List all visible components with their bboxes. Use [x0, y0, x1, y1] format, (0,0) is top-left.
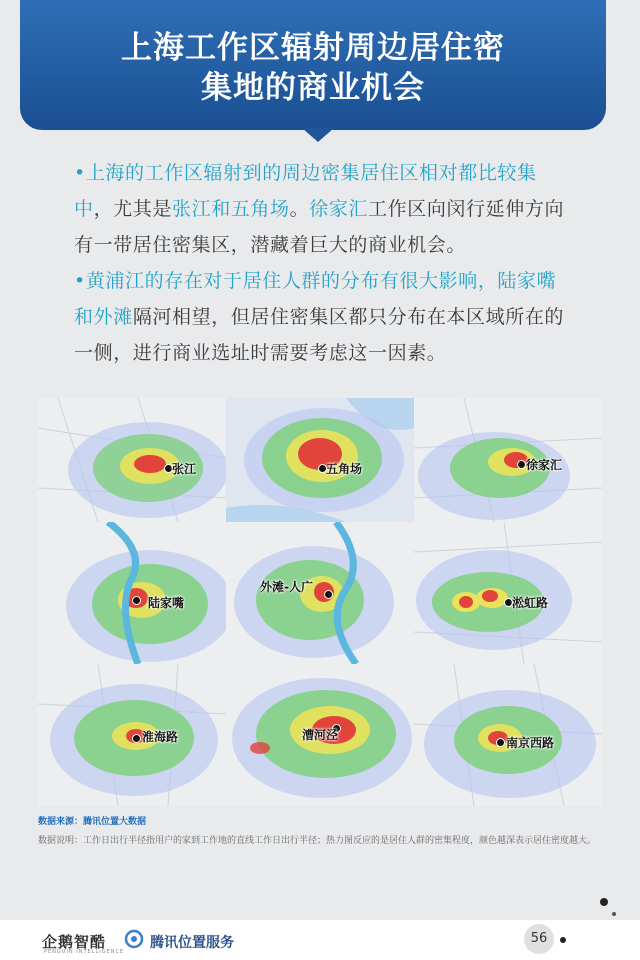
map-tile-nanjingxilu — [414, 664, 602, 806]
map-tile-lujiazui — [38, 522, 226, 664]
penguin-intelligence-logo: 企鹅智酷 — [42, 933, 107, 951]
heatmap-image — [38, 398, 226, 522]
map-label: 淮海路 — [142, 730, 179, 744]
heatmap-image — [38, 522, 226, 664]
map-tile-caohejing — [226, 664, 414, 806]
banner-pointer — [302, 128, 334, 142]
tencent-location-service: 腾讯位置服务 — [150, 935, 234, 951]
heatmap-grid — [38, 398, 602, 806]
location-pin — [517, 460, 526, 469]
map-label: 陆家嘴 — [148, 596, 185, 610]
location-pin — [496, 738, 505, 747]
location-pin — [324, 590, 333, 599]
map-tile-huaihailu — [38, 664, 226, 806]
penguin-intelligence-subtitle: PENGUIN INTELLIGENCE — [44, 949, 125, 955]
map-label: 徐家汇 — [526, 458, 563, 472]
title-line-1: 上海工作区辐射周边居住密 — [121, 30, 505, 66]
p1-highlight-c: 张江和五角场 — [172, 198, 290, 220]
map-label: 漕河泾 — [302, 728, 339, 742]
heatmap-image — [414, 398, 602, 522]
map-label: 南京西路 — [506, 736, 555, 750]
map-label: 淞虹路 — [512, 596, 549, 610]
heatmap-image — [226, 398, 414, 522]
map-tile-wujiaochang — [226, 398, 414, 522]
p1-text-f: 工作区向闵行延伸方向有一带居住密集区，潜藏着巨大的商业机会。 — [74, 198, 565, 256]
p1-text-b: ，尤其是 — [93, 198, 173, 220]
bullet: • — [74, 270, 86, 292]
title-line-2: 集地的商业机会 — [201, 70, 425, 106]
p1-highlight-e: 徐家汇 — [309, 198, 369, 220]
decorative-dot — [612, 912, 616, 916]
decorative-dot — [560, 937, 566, 943]
heatmap-image — [414, 522, 602, 664]
map-tile-songhonglu — [414, 522, 602, 664]
decorative-dot — [600, 898, 608, 906]
data-description: 数据说明：工作日出行半径指用户的家到工作地的直线工作日出行半径；热力图反应的是居住人群的密集程度，颜色越深表示居住密度越大。 — [38, 836, 597, 846]
page-title — [20, 28, 606, 108]
p2-text-c: 隔河相望，但居住密集区都只分布在本区域所在的一侧，进行商业选址时需要考虑这一因素。 — [74, 306, 565, 364]
p1-highlight-a: 上海的工作区辐射到的周边密集居住区相对都比较集中 — [74, 162, 537, 220]
map-tile-waitan — [226, 522, 414, 664]
bullet: • — [74, 162, 86, 184]
paragraph-1 — [74, 155, 574, 263]
footer — [0, 920, 640, 960]
body-paragraphs — [74, 155, 574, 371]
map-label: 张江 — [172, 462, 197, 476]
heatmap-image — [226, 522, 414, 664]
map-label: 五角场 — [326, 462, 363, 476]
map-tile-zhangjiang — [38, 398, 226, 522]
map-tile-xujiahui — [414, 398, 602, 522]
p1-text-d: 。 — [289, 198, 310, 220]
tencent-location-icon — [124, 929, 144, 949]
page-number: 56 — [524, 924, 554, 954]
data-source: 数据来源：腾讯位置大数据 — [38, 817, 147, 827]
paragraph-2 — [74, 263, 574, 371]
map-label: 外滩-人广 — [260, 580, 313, 594]
location-pin — [132, 596, 141, 605]
p2-highlight-b: 陆家嘴和外滩 — [74, 270, 557, 328]
location-pin — [132, 734, 141, 743]
p2-highlight-a: 黄浦江的存在对于居住人群的分布有很大影响， — [85, 270, 498, 292]
